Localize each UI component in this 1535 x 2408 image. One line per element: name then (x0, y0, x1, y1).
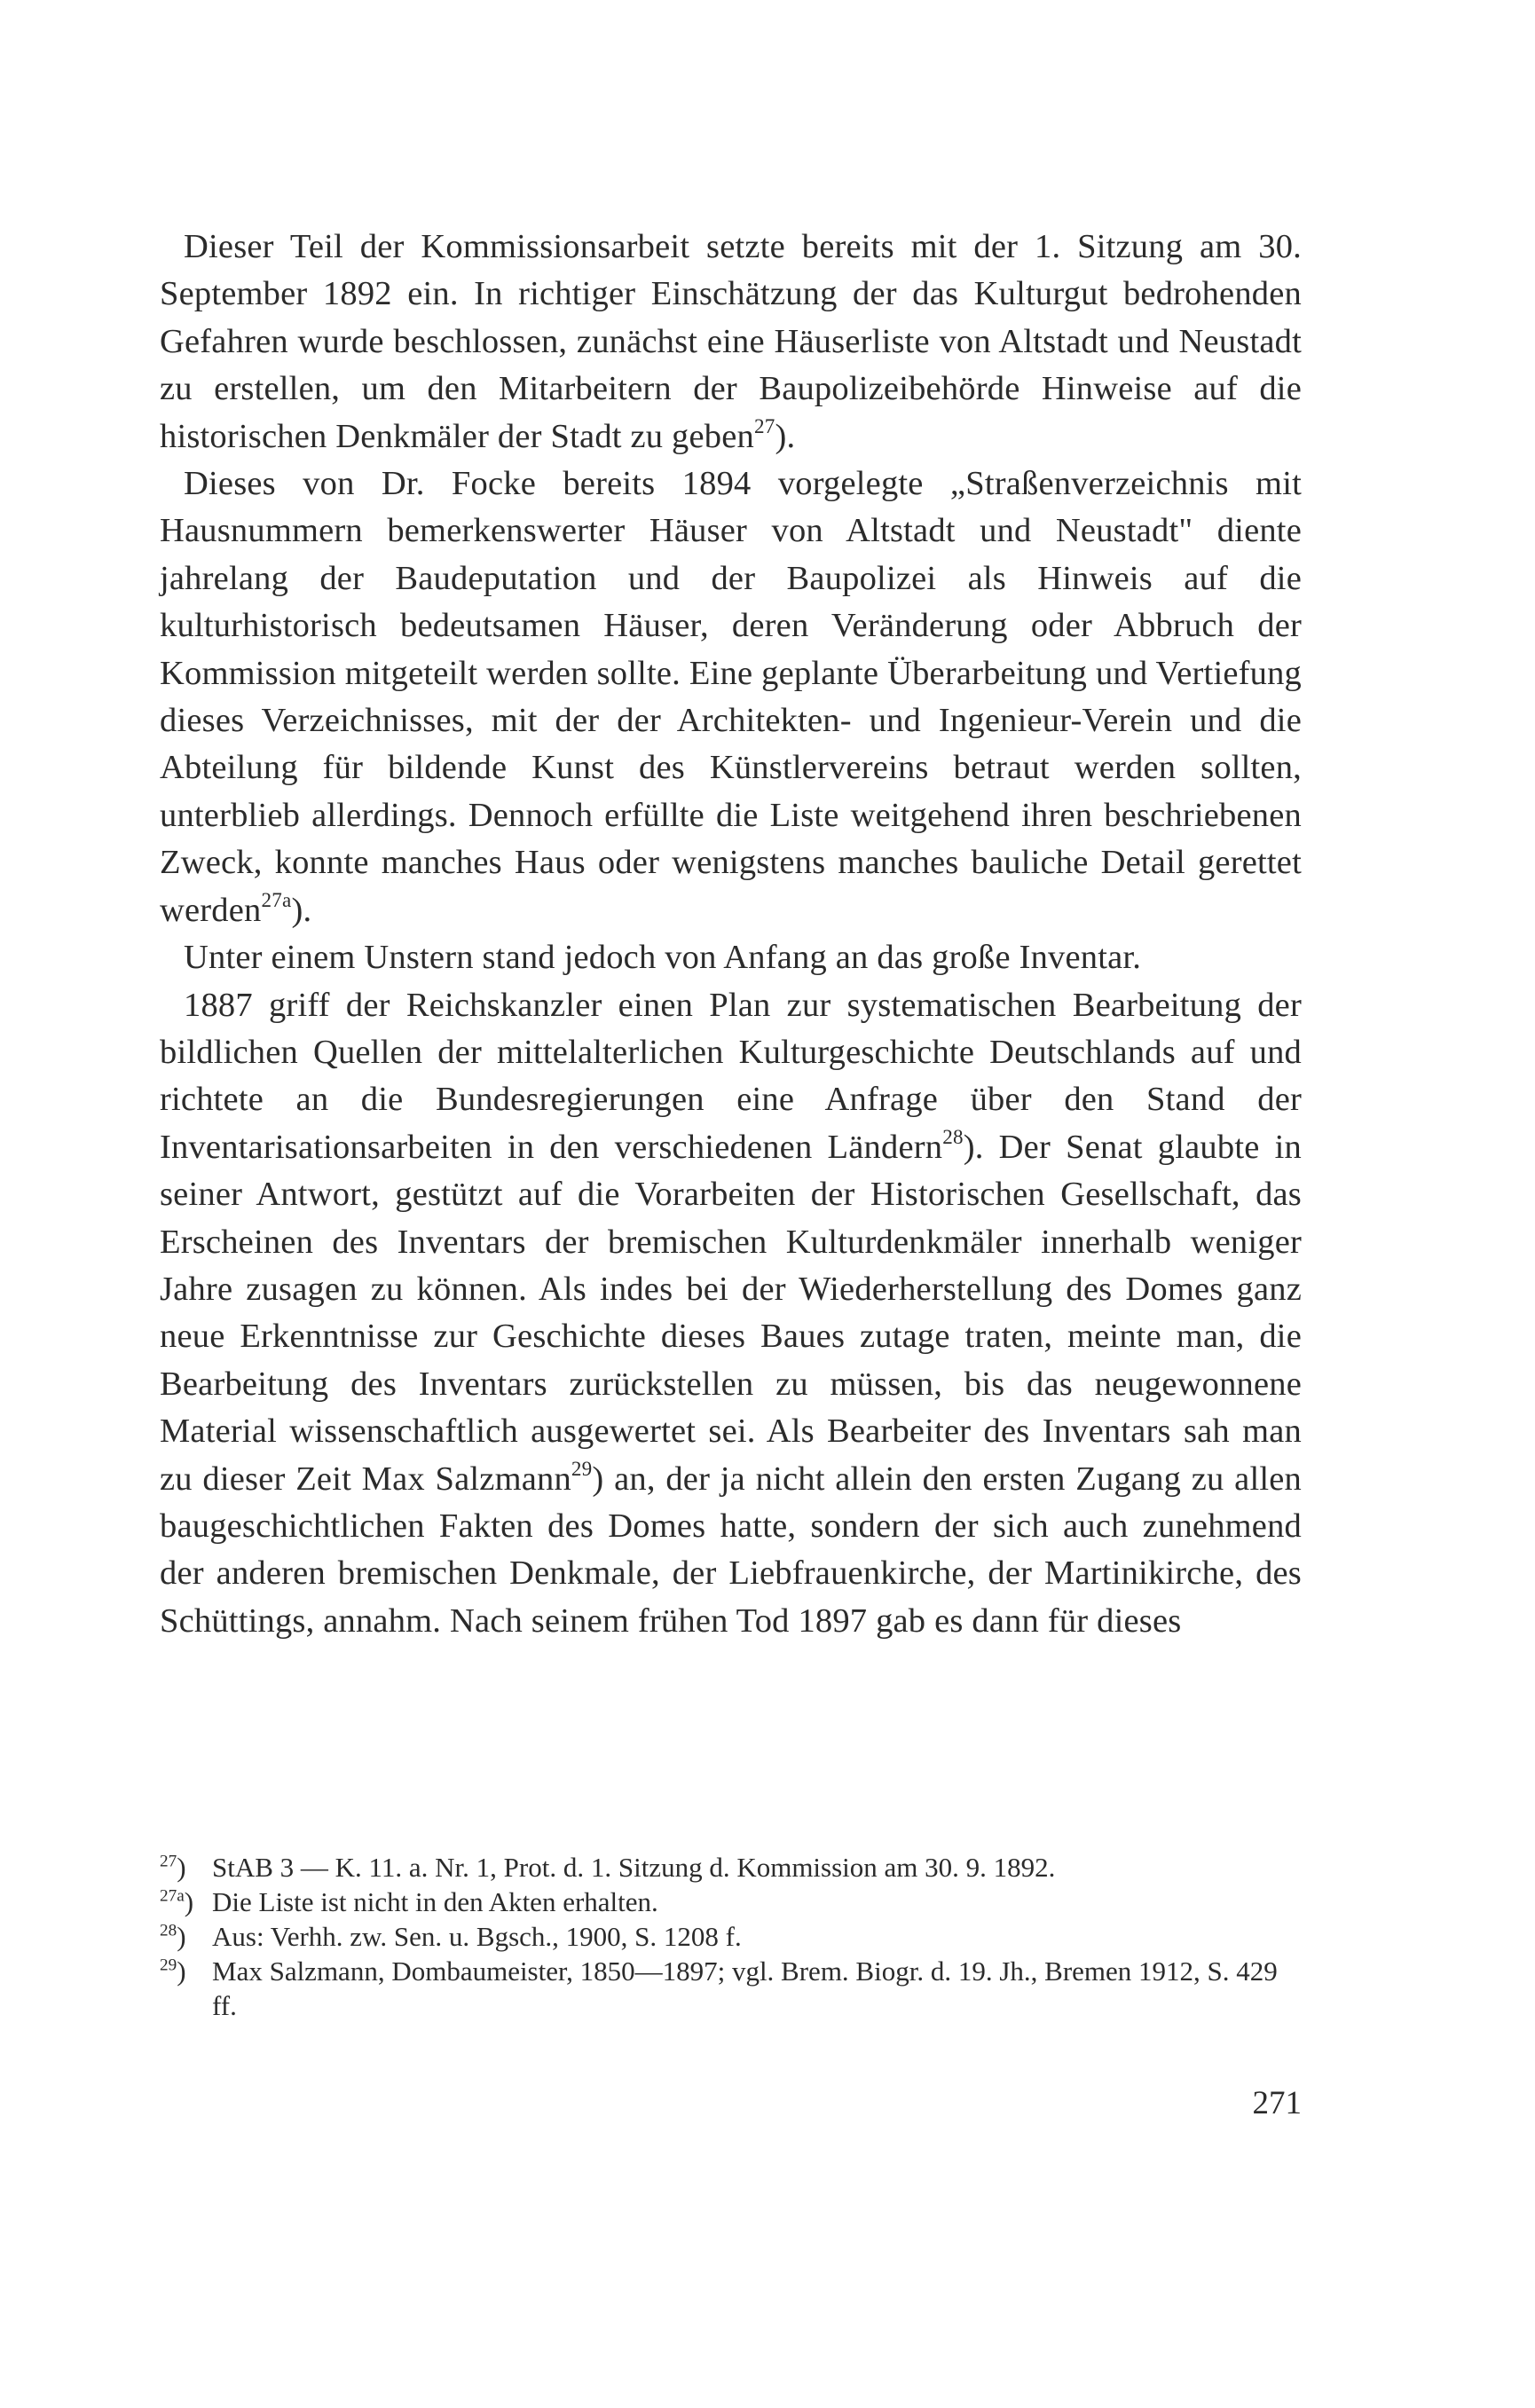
page-number: 271 (1252, 2085, 1302, 2121)
paragraph-text: ). (775, 417, 796, 455)
paragraph-text: Unter einem Unstern stand jedoch von Anfang an das große Inventar. (184, 939, 1142, 977)
footnote-mark: 29 (160, 1956, 177, 1975)
footnote-text: Aus: Verhh. zw. Sen. u. Bgsch., 1900, S. 1208 f. (212, 1921, 742, 1952)
footnote-text: Max Salzmann, Dombaumeister, 1850—1897; vgl. Brem. Biogr. d. 19. Jh., Bremen 1912, S. 429 ff. (212, 1956, 1278, 2021)
body-text (160, 224, 1302, 1645)
footnote-mark: 27 (160, 1852, 177, 1871)
paragraph-1 (160, 224, 1302, 460)
footnote: $^{27a}$) Die Liste ist nicht in den Akten erhalten. (160, 1886, 658, 1917)
footnote-mark: 27a (160, 1886, 185, 1906)
footnote-text: StAB 3 — K. 11. a. Nr. 1, Prot. d. 1. Sitzung d. Kommission am 30. 9. 1892. (212, 1852, 1056, 1883)
paragraph-text: Dieser Teil der Kommissionsarbeit setzte bereits mit der 1. Sitzung am 30. September 1892 ein. In richtiger Einschätzung der das Kulturgut bedrohenden Gefahren wurde beschlossen, zunächst eine Häuserliste von Altstadt und Neustadt zu erstellen, um den Mitarbeitern der Baupolizeibehörde Hinweise auf die historischen Denkmäler der Stadt zu geben (160, 228, 1302, 455)
footnote-reference: 28 (942, 1124, 964, 1148)
paragraph-text: ). Der Senat glaubte in seiner Antwort, gestützt auf die Vorarbeiten der Historischen Gesellschaft, das Erscheinen des Inventars der bremischen Kulturdenkmäler innerhalb weniger Jahre zusagen zu können. Als indes bei der Wiederherstellung des Domes ganz neue Erkenntnisse zur Geschichte dieses Baues zutage traten, meinte man, die Bearbeitung des Inventars zurückstellen zu müssen, bis das neugewonnene Material wissenschaftlich ausgewertet sei. Als Bearbeiter des Inventars sah man zu dieser Zeit Max Salzmann (160, 1128, 1302, 1498)
paragraph-3 (160, 934, 1302, 981)
footnote-mark: 28 (160, 1921, 177, 1940)
footnotes (160, 1850, 1302, 2023)
paragraph-text: Dieses von Dr. Focke bereits 1894 vorgelegte „Straßenverzeichnis mit Hausnummern bemerkenswerter Häuser von Altstadt und Neustadt" diente jahrelang der Baudeputation und der Baupolizei als Hinweis auf die kulturhistorisch bedeutsamen Häuser, deren Veränderung oder Abbruch der Kommission mitgeteilt werden sollte. Eine geplante Überarbeitung und Vertiefung dieses Verzeichnisses, mit der der Architekten- und Ingenieur-Verein und die Abteilung für bildende Kunst des Künstlervereins betraut werden sollten, unterblieb allerdings. Dennoch erfüllte die Liste weitgehend ihren beschriebenen Zweck, konnte manches Haus oder wenigstens manches bauliche Detail gerettet werden (160, 465, 1302, 929)
paragraph-text: ) an, der ja nicht allein den ersten Zugang zu allen baugeschichtlichen Fakten des Domes hatte, sondern der sich auch zunehmend der anderen bremischen Denkmale, der Liebfrauenkirche, der Martinikirche, des Schüttings, annahm. Nach seinem frühen Tod 1897 gab es dann für dieses (160, 1460, 1302, 1640)
footnote: $^{29}$) Max Salzmann, Dombaumeister, 1850—1897; vgl. Brem. Biogr. d. 19. Jh., Bremen 1912, S. 429 ff. (160, 1956, 1278, 2021)
paragraph-4 (160, 982, 1302, 1646)
footnote: $^{28}$) Aus: Verhh. zw. Sen. u. Bgsch., 1900, S. 1208 f. (160, 1921, 742, 1952)
footnote: $^{27}$) StAB 3 — K. 11. a. Nr. 1, Prot. d. 1. Sitzung d. Kommission am 30. 9. 1892. (160, 1852, 1056, 1883)
paragraph-2 (160, 460, 1302, 934)
paragraph-text: ). (291, 891, 312, 929)
footnote-reference: 29 (571, 1456, 593, 1480)
footnote-reference: 27a (261, 887, 292, 911)
paragraph-text: 1887 griff der Reichskanzler einen Plan zur systematischen Bearbeitung der bildlichen Quellen der mittelalterlichen Kulturgeschichte Deutschlands auf und richtete an die Bundesregierungen eine Anfrage über den Stand der Inventarisationsarbeiten in den verschiedenen Ländern (160, 986, 1302, 1166)
footnote-text: Die Liste ist nicht in den Akten erhalten. (212, 1886, 658, 1917)
footnote-reference: 27 (753, 413, 775, 437)
